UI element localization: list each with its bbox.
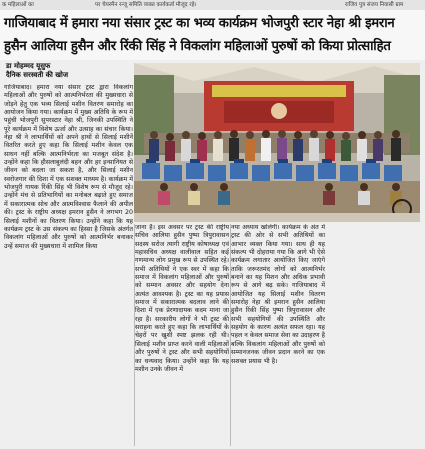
byline-desk: दैनिक सरस्वती की खोज	[6, 71, 69, 79]
headline-line-1: गाजियाबाद में हमारा नया संसार ट्रस्ट का भव्य कार्यक्रम भोजपुरी स्टार नेहा श्री इमरान	[4, 16, 395, 31]
headline-line-2: हुसैन आलिया हुसैन और रिंकी सिंह ने विकलांग महिलाओं पुरुषों को किया प्रोत्साहित	[4, 39, 391, 54]
strip-left-text: क महिलाओं का	[2, 2, 34, 8]
article-body	[4, 84, 422, 449]
article-headline	[0, 10, 425, 60]
article-column-3: नया अध्याय खोलेगी। कार्यक्रम के अंत में ट्रस्ट की ओर से सभी अतिथियों का आभार व्यक्त किया गया। साथ ही यह संकल्प भी दोहराया गया कि आगे भी ऐसे कार्यक्रम लगातार आयोजित किए जाएंगे ताकि जरूरतमंद लोगों को आत्मनिर्भर बनाने का यह मिशन और अधिक प्रभावी रूप से आगे बढ़ सके। गाजियाबाद में आयोजित यह सिलाई मशीन वितरण समारोह नेहा श्री इमरान हुसैन आलिया हुसैन रिंकी सिंह पुष्पा त्रिपुरावासन और सभी सहयोगियों की उपस्थिति और सहयोग के कारण अत्यंत सफल रहा। यह पहल न केवल समाज सेवा का उदाहरण है बल्कि विकलांग महिलाओं और पुरुषों को सम्मानजनक जीवन प्रदान करने का एक सशक्त प्रयास भी है।	[231, 224, 325, 365]
strip-right-text: राजिव पुत्र संजय निवासी ग्राम	[345, 2, 404, 8]
article-column-4	[327, 224, 420, 446]
byline-author: डा मोहम्मद यूसुफ	[6, 62, 51, 70]
article-column-1: गाजियाबाद। हमारा नया संसार ट्रस्ट द्वारा विकलांग महिलाओं और पुरुषों को आत्मनिर्भरता की मुख्यधारा से जोड़ने हेतु एक भव्य सिलाई मशीन वितरण समारोह का आयोजन किया गया। कार्यक्रम में मुख्य अतिथि के रूप में पहुंची भोजपुरी सुपरस्टार नेहा श्री, जिनकी उपस्थिति ने पूरे कार्यक्रम में विशेष ऊर्जा और उत्साह का संचार किया। नेहा श्री ने लाभार्थियों को अपने हाथों से सिलाई मशीनें वितरित करते हुए कहा कि सिलाई मशीन केवल एक साधन नहीं बल्कि आत्मनिर्भरता का मजबूत संदेश है। उन्होंने कहा कि हौसलाबुलंदी बहन और हर इन्सानियत से जीवन को बदला जा सकता है, और सिलाई मशीन स्वरोजगार की दिशा में एक सशक्त माध्यम है। कार्यक्रम में भोजपुरी गायक रिंकी सिंह भी विशेष रूप से मौजूद रहे। उन्होंने मंच से प्रतिभागियों का मनोबल बढ़ाते हुए समाज में सकारात्मक सोच और आत्मविश्वास फैलाने की अपील की। ट्रस्ट के राष्ट्रीय अध्यक्ष इमरान हुसैन ने लगभग 20 सिलाई मशीनों का वितरण किया। उन्होंने कहा कि यह कार्यक्रम ट्रस्ट के उस संकल्प का हिस्सा है जिसके अंतर्गत विकलांग महिलाओं और पुरुषों को आत्मनिर्भर बनाकर उन्हें समाज की मुख्यधारा में शामिल किया	[4, 84, 133, 250]
previous-article-strip	[0, 0, 425, 10]
article-column-2: जाना है। इस अवसर पर ट्रस्ट की राष्ट्रीय सचिव आलिया हुसैन पुष्पा त्रिपुरावासन सदस्य सरोज त्यागी राष्ट्रीय कोषाध्यक्ष एवं महासचिव अध्यक्ष वालीवाल सहित कई गणमान्य लोग प्रमुख रूप से उपस्थित रहे। सभी अतिथियों ने एक स्वर में कहा कि समाज में विकलांग महिलाओं और पुरुषों को सम्मान अवसर और सहयोग देना अत्यंत आवश्यक है। ट्रस्ट का यह प्रयास समाज में सकारात्मक बदलाव लाने की दिशा में एक प्रेरणादायक कदम माना जा रहा है। सरकारीय लोगों ने भी ट्रस्ट की सराहना करते हुए कहा कि लाभार्थियों के चेहरों पर खुशी स्पष्ट झलक रही थी। सिलाई मशीन प्राप्त करने वाली महिलाओं और पुरुषों ने ट्रस्ट और सभी सहयोगियों का धन्यवाद किया। उन्होंने कहा कि यह मशीन उनके जीवन में	[135, 224, 229, 373]
strip-middle-text: पर चेयरमैन रन्जू समिति व्यक्त कार्यकर्ता मौजूद रहे।	[95, 2, 197, 8]
